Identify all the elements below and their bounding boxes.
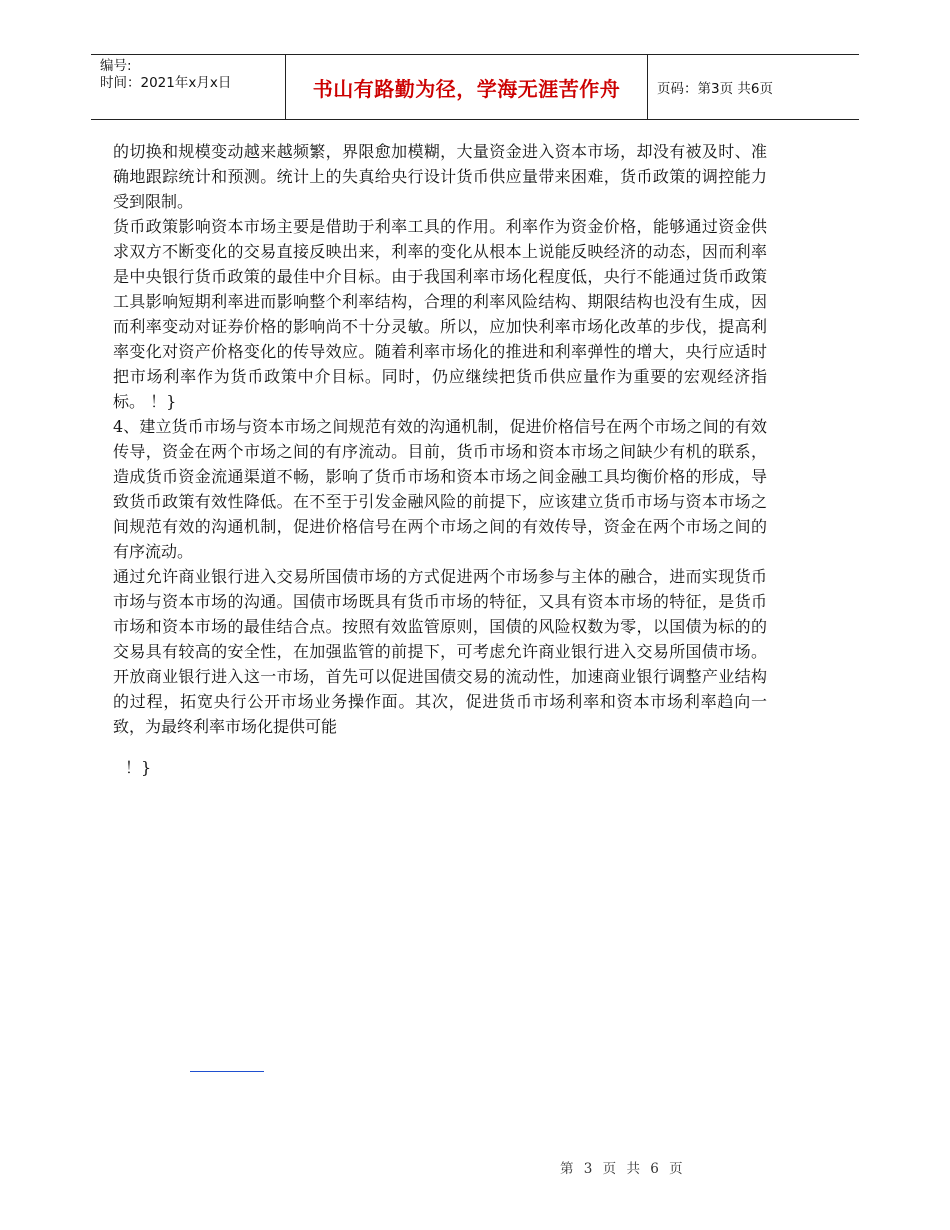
body-paragraph: 的切换和规模变动越来越频繁，界限愈加模糊，大量资金进入资本市场，却没有被及时、准确地跟踪统计和预测。统计上的失真给央行设计货币供应量带来困难，货币政策的调控能力受到限制。	[113, 142, 767, 211]
document-time: 时间：2021年x月x日	[100, 75, 232, 91]
closing-mark: ！}	[125, 758, 152, 777]
page-header	[91, 54, 859, 120]
page-footer: 第 3 页 共 6 页	[560, 1161, 686, 1177]
footnote-separator	[190, 1071, 264, 1072]
body-paragraph: 4、建立货币市场与资本市场之间规范有效的沟通机制，促进价格信号在两个市场之间的有效传导，资金在两个市场之间的有序流动。目前，货币市场和资本市场之间缺少有机的联系，造成货币资金流通渠道不畅，影响了货币市场和资本市场之间金融工具均衡价格的形成，导致货币政策有效性降低。在不至于引发金融风险的前提下，应该建立货币市场与资本市场之间规范有效的沟通机制，促进价格信号在两个市场之间的有效传导，资金在两个市场之间的有序流动。	[113, 417, 767, 561]
document-body	[113, 139, 767, 780]
header-motto: 书山有路勤为径，学海无涯苦作舟	[285, 55, 648, 119]
header-page-info: 页码：第3页 共6页	[657, 81, 773, 97]
body-paragraph: 通过允许商业银行进入交易所国债市场的方式促进两个市场参与主体的融合，进而实现货币市场与资本市场的沟通。国债市场既具有货币市场的特征，又具有资本市场的特征，是货币市场和资本市场的最佳结合点。按照有效监管原则，国债的风险权数为零，以国债为标的的交易具有较高的安全性，在加强监管的前提下，可考虑允许商业银行进入交易所国债市场。开放商业银行进入这一市场，首先可以促进国债交易的流动性，加速商业银行调整产业结构的过程，拓宽央行公开市场业务操作面。其次，促进货币市场利率和资本市场利率趋向一致，为最终利率市场化提供可能	[113, 567, 767, 736]
header-meta	[91, 55, 285, 119]
body-paragraph: 货币政策影响资本市场主要是借助于利率工具的作用。利率作为资金价格，能够通过资金供求双方不断变化的交易直接反映出来，利率的变化从根本上说能反映经济的动态，因而利率是中央银行货币政策的最佳中介目标。由于我国利率市场化程度低，央行不能通过货币政策工具影响短期利率进而影响整个利率结构，合理的利率风险结构、期限结构也没有生成，因而利率变动对证券价格的影响尚不十分灵敏。所以，应加快利率市场化改革的步伐，提高利率变化对资产价格变化的传导效应。随着利率市场化的推进和利率弹性的增大，央行应适时把市场利率作为货币政策中介目标。同时，仍应继续把货币供应量作为重要的宏观经济指标。 ！}	[113, 217, 767, 411]
document-number-label: 编号:	[100, 58, 132, 74]
